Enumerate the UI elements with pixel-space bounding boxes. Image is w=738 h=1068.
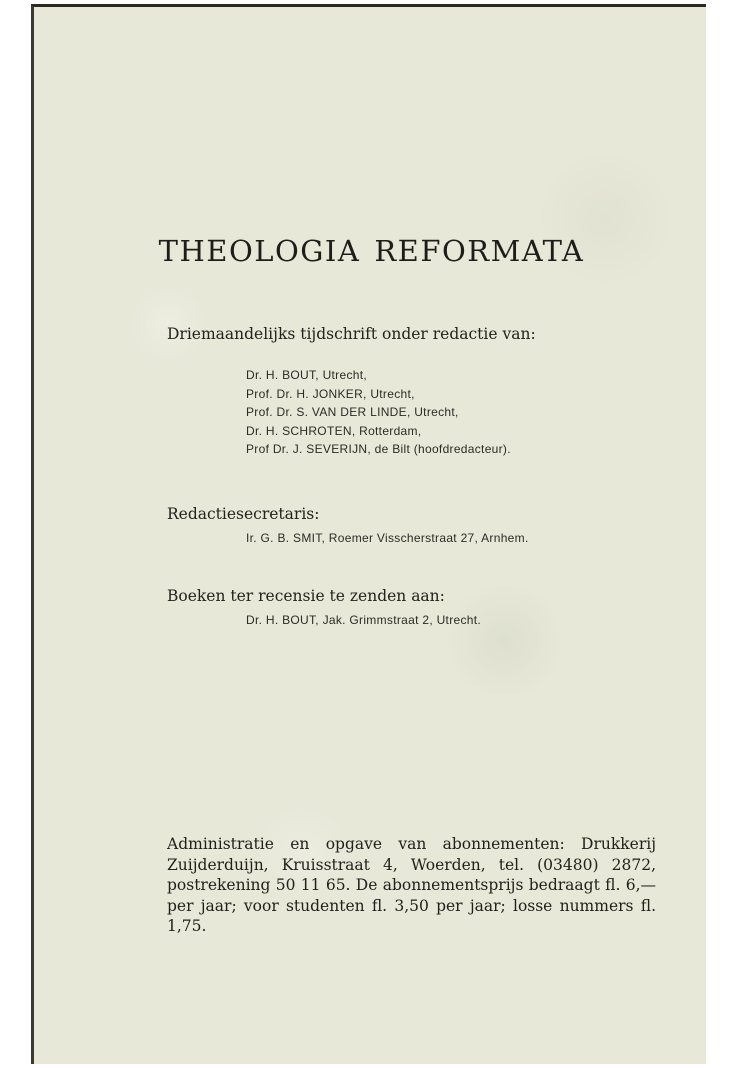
editors-label: Driemaandelijks tijdschrift onder redactie van:	[167, 325, 536, 343]
review-label: Boeken ter recensie te zenden aan:	[167, 587, 445, 605]
journal-title	[34, 234, 709, 268]
editor-item: Dr. H. SCHROTEN, Rotterdam,	[246, 423, 422, 438]
journal-cover-page	[31, 4, 706, 1064]
secretary-address: Ir. G. B. SMIT, Roemer Visscherstraat 27, Arnhem.	[246, 531, 529, 545]
editors-list	[246, 366, 511, 459]
journal-title-word-1: THEOLOGIA	[158, 234, 361, 268]
editor-item: Prof. Dr. S. VAN DER LINDE, Utrecht,	[246, 405, 459, 419]
editor-item: Dr. H. BOUT, Utrecht,	[246, 368, 367, 382]
review-address: Dr. H. BOUT, Jak. Grimmstraat 2, Utrecht.	[246, 613, 482, 627]
administration-paragraph: Administratie en opgave van abonnementen: Drukkerij Zuijderduijn, Kruisstraat 4, Woerden, tel. (03480) 2872, postrekening 50 11 65. De abonnementsprijs bedraagt fl. 6,— per jaar; voor studenten fl. 3,50 per jaar; losse nummers fl. 1,75.	[167, 835, 656, 935]
editor-item: Prof Dr. J. SEVERIJN, de Bilt (hoofdredacteur).	[246, 442, 511, 456]
editor-item: Prof. Dr. H. JONKER, Utrecht,	[246, 386, 415, 401]
secretaries-label: Redactiesecretaris:	[167, 505, 320, 523]
journal-title-word-2: REFORMATA	[374, 234, 585, 268]
